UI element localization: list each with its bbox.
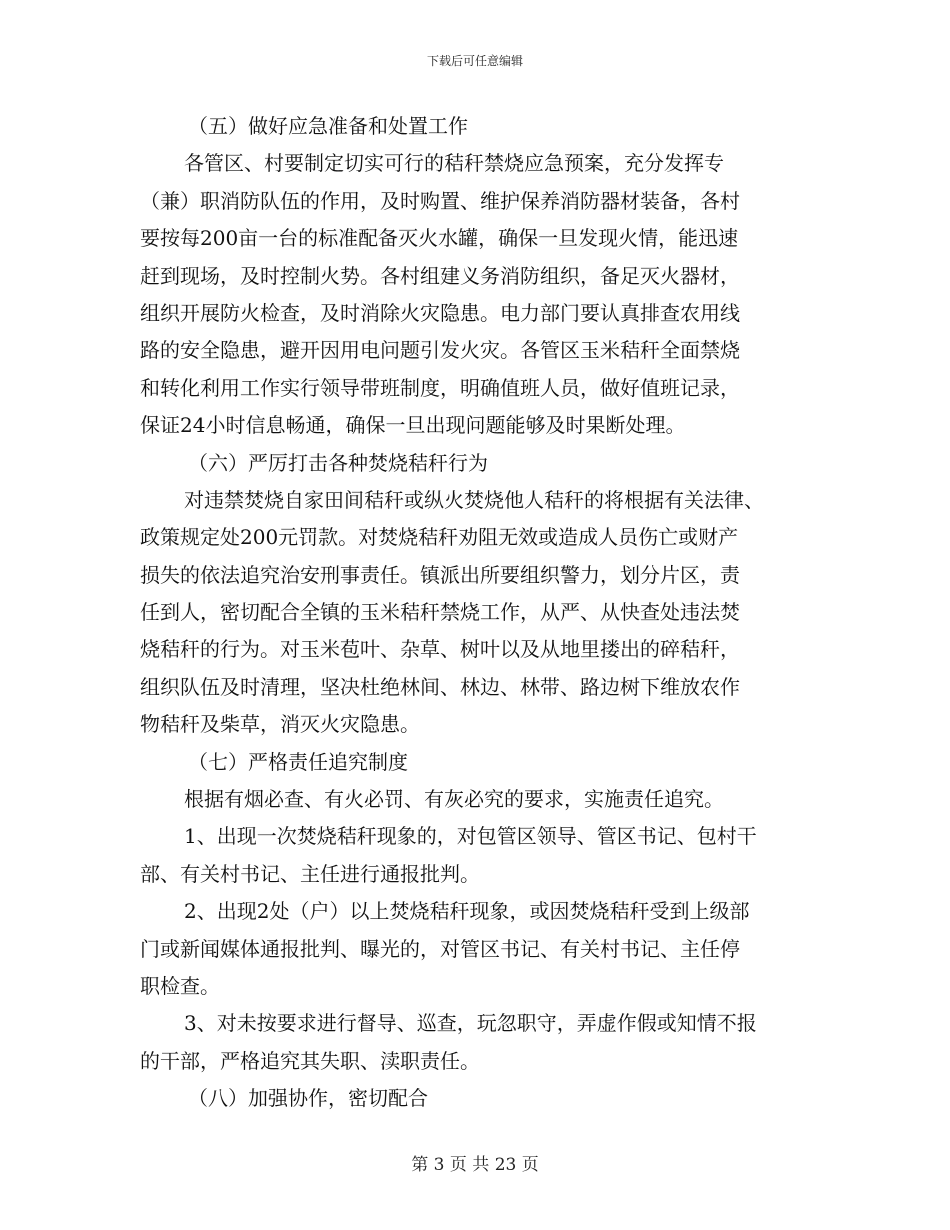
- paragraph-line: 保证24小时信息畅通，确保一旦出现问题能够及时果断处理。: [140, 413, 686, 438]
- paragraph-line: 组织队伍及时清理，坚决杜绝林间、林边、林带、路边树下维放农作: [140, 674, 740, 699]
- paragraph-line: （兼）职消防队伍的作用，及时购置、维护保养消防器材装备，各村: [140, 188, 740, 213]
- paragraph-line: 损失的依法追究治安刑事责任。镇派出所要组织警力，划分片区，责: [140, 562, 740, 587]
- section-heading-6: （六）严厉打击各种焚烧秸秆行为: [188, 450, 488, 475]
- paragraph-line: 路的安全隐患，避开因用电问题引发火灾。各管区玉米秸秆全面禁烧: [140, 338, 740, 363]
- section-heading-7: （七）严格责任追究制度: [188, 749, 408, 774]
- paragraph-line: 物秸秆及柴草，消灭火灾隐患。: [140, 712, 420, 737]
- list-item-line: 的干部，严格追究其失职、渎职责任。: [140, 1048, 480, 1073]
- list-item-line: 部、有关村书记、主任进行通报批判。: [140, 861, 480, 886]
- list-item-line: 3、对未按要求进行督导、巡查，玩忽职守，弄虚作假或知情不报: [184, 1011, 757, 1036]
- paragraph-line: 赶到现场，及时控制火势。各村组建义务消防组织，备足灭火器材，: [140, 263, 740, 288]
- document-body: [140, 108, 812, 1118]
- paragraph-line: 烧秸秆的行为。对玉米苞叶、杂草、树叶以及从地里搂出的碎秸秆，: [140, 637, 740, 662]
- paragraph-line: 和转化利用工作实行领导带班制度，明确值班人员，做好值班记录，: [140, 375, 740, 400]
- section-heading-5: （五）做好应急准备和处置工作: [188, 114, 468, 138]
- page-header-note: 下载后可任意编辑: [426, 54, 523, 68]
- list-item-line: 2、出现2处（户）以上焚烧秸秆现象，或因焚烧秸秆受到上级部: [184, 899, 750, 924]
- paragraph-line: 政策规定处200元罚款。对焚烧秸秆劝阻无效或造成人员伤亡或财产: [140, 525, 739, 550]
- paragraph-line: 任到人，密切配合全镇的玉米秸秆禁烧工作，从严、从快查处违法焚: [140, 600, 740, 625]
- page-number-footer: 第 3 页 共 23 页: [411, 1155, 539, 1175]
- paragraph-line: 组织开展防火检查，及时消除火灾隐患。电力部门要认真排查农用线: [140, 300, 740, 325]
- list-item-line: 门或新闻媒体通报批判、曝光的，对管区书记、有关村书记、主任停: [140, 936, 740, 961]
- list-item-line: 1、出现一次焚烧秸秆现象的，对包管区领导、管区书记、包村干: [184, 824, 757, 849]
- paragraph-line: 要按每200亩一台的标准配备灭火水罐，确保一旦发现火情，能迅速: [140, 226, 739, 251]
- section-heading-8: （八）加强协作，密切配合: [188, 1086, 428, 1111]
- paragraph-line: 根据有烟必查、有火必罚、有灰必究的要求，实施责任追究。: [184, 787, 724, 812]
- paragraph-line: 对违禁焚烧自家田间秸秆或纵火焚烧他人秸秆的将根据有关法律、: [184, 487, 764, 512]
- paragraph-line: 各管区、村要制定切实可行的秸秆禁烧应急预案，充分发挥专: [184, 151, 724, 176]
- list-item-line: 职检查。: [140, 973, 220, 998]
